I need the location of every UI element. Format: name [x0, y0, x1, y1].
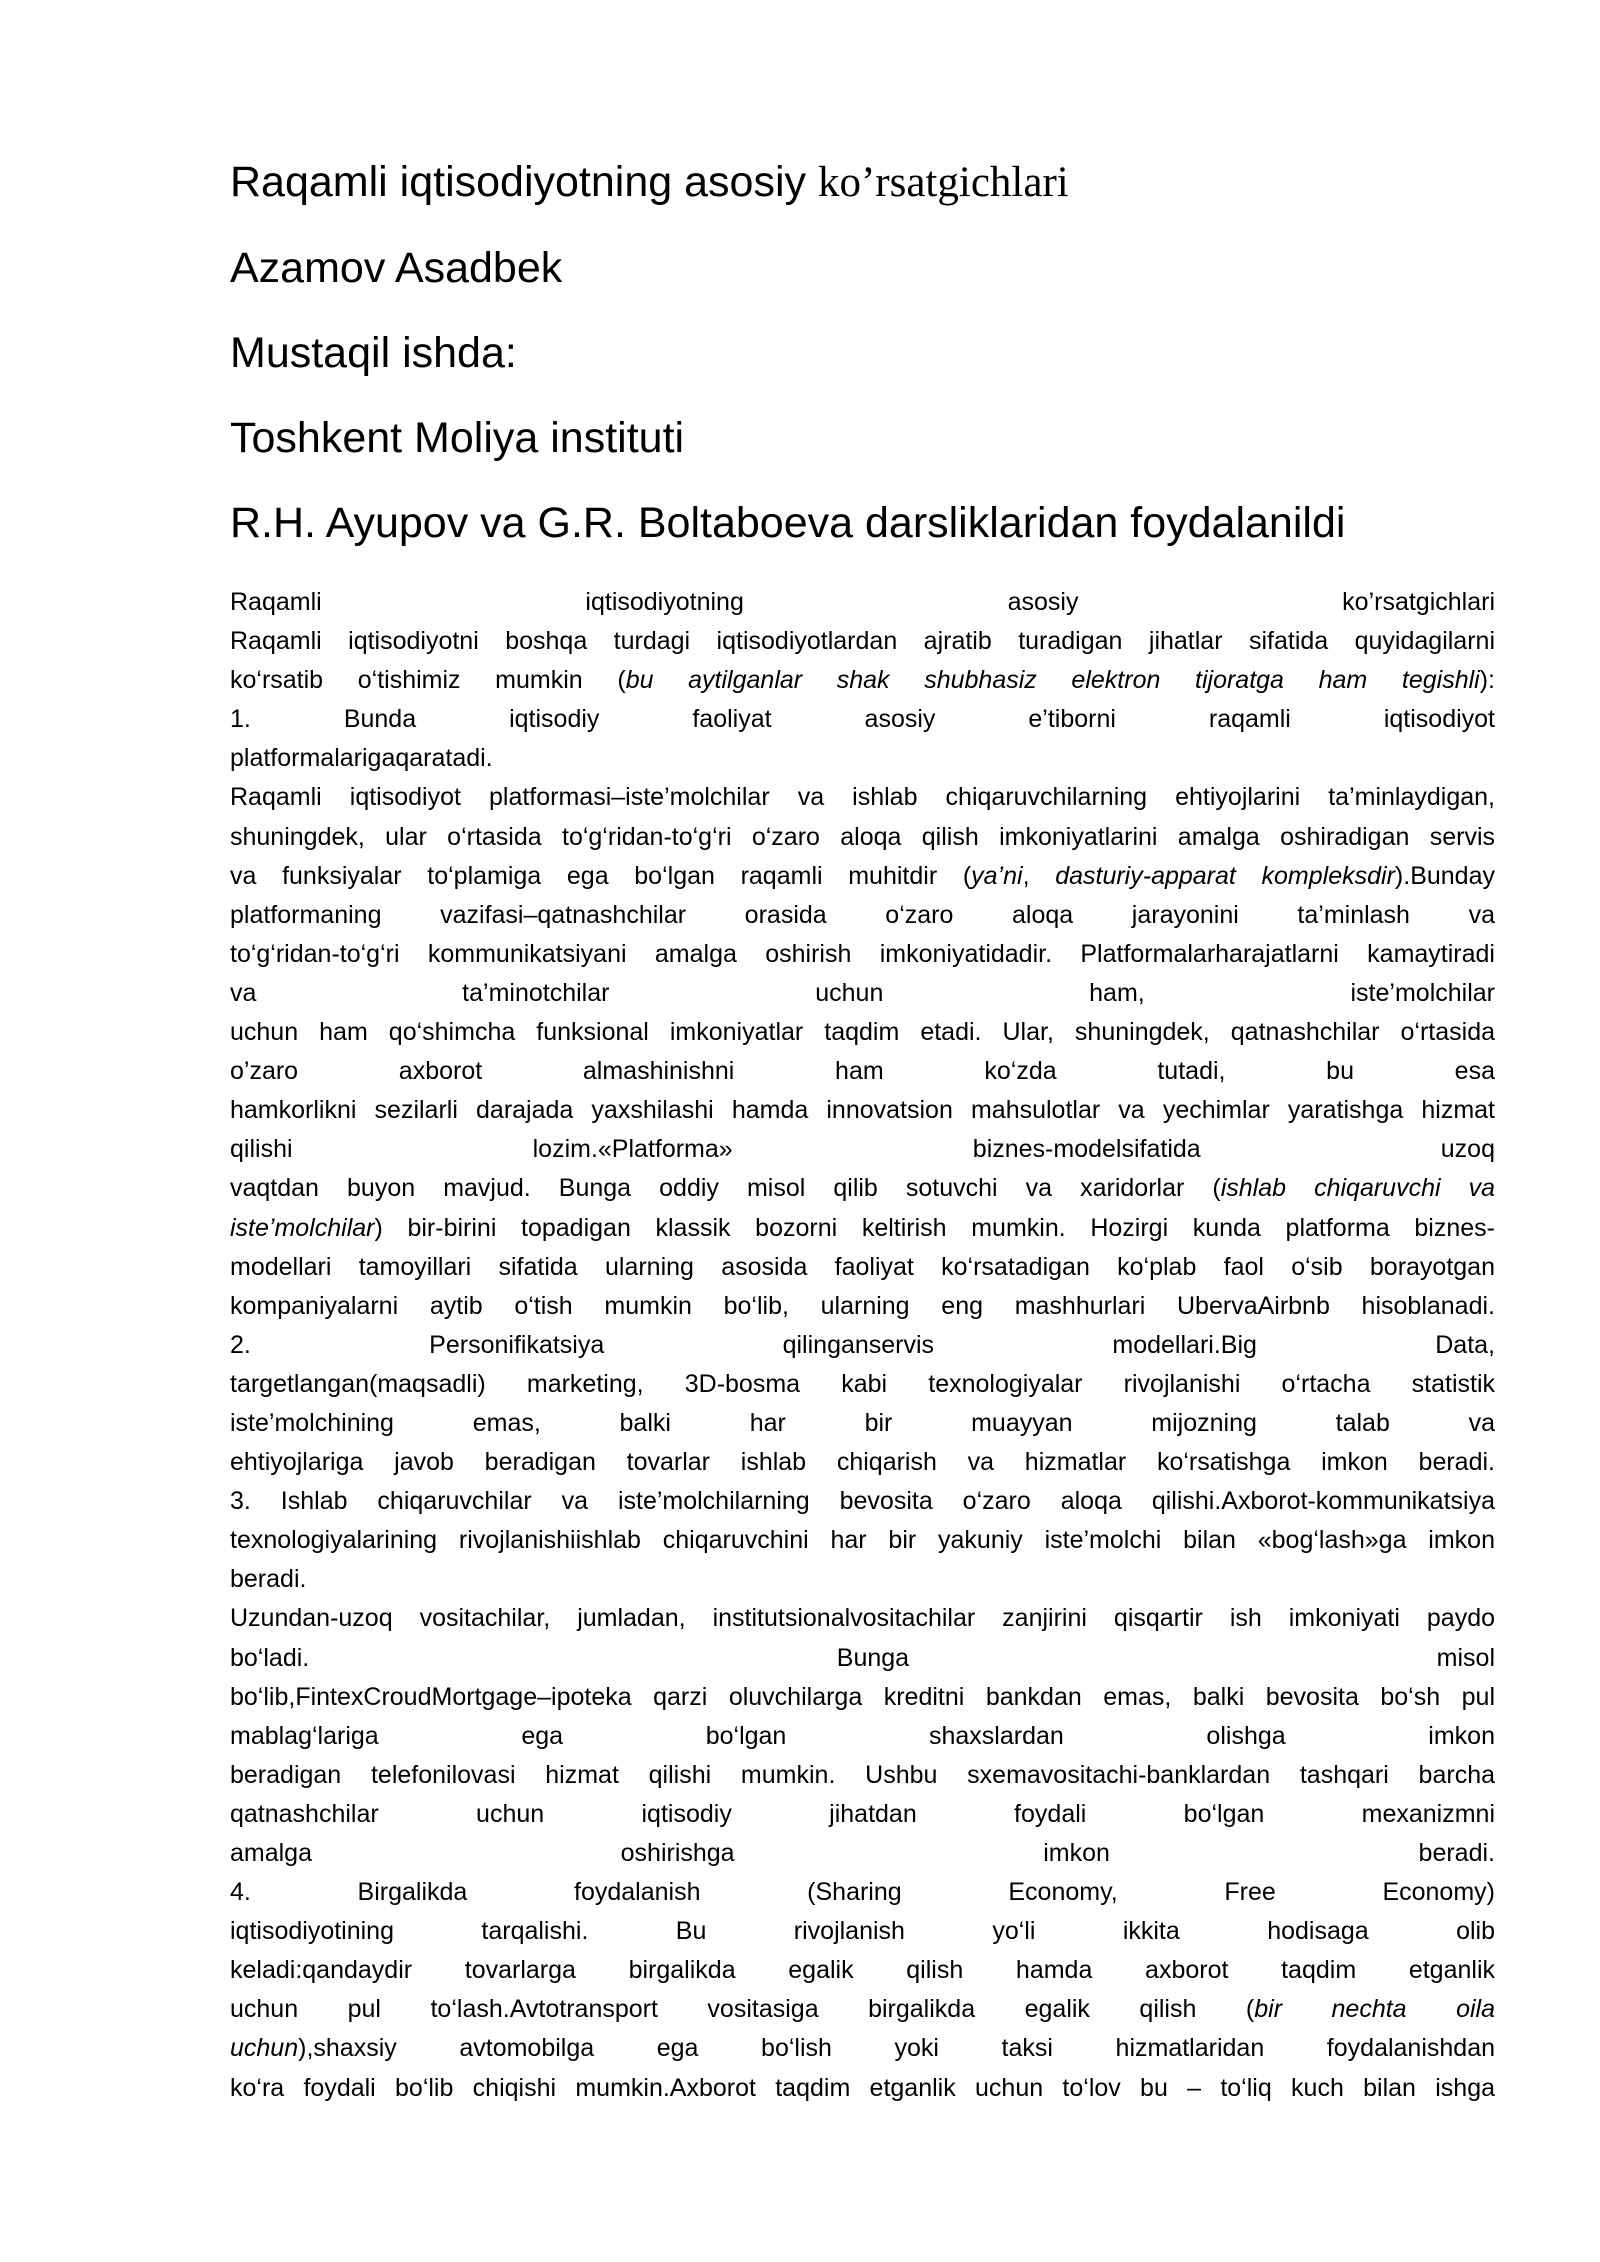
text-line: [230, 583, 1495, 622]
text-run: ,: [1022, 861, 1056, 890]
text-run: beradigan telefonilovasi hizmat qilishi mumkin. Ushbu sxemavositachi-banklardan tashqari barcha: [230, 1760, 1495, 1789]
text-run: qilishi lozim.«Platforma» biznes-modelsifatida uzoq: [230, 1135, 1495, 1164]
text-run: ko‘ra foydali bo‘lib chiqishi mumkin.Axborot taqdim etganlik uchun to‘lov bu – to‘liq kuch bilan ishga: [230, 2073, 1495, 2102]
italic-text-run: ya’ni: [971, 861, 1023, 890]
text-run: platformaning vazifasi–qatnashchilar orasida o‘zaro aloqa jarayonini ta’minlash va: [230, 900, 1495, 929]
text-run: va ta’minotchilar uchun ham, iste’molchilar: [230, 978, 1495, 1007]
text-line: [230, 1717, 1495, 1756]
text-line: [230, 1521, 1495, 1560]
text-line: [230, 700, 1495, 739]
text-line: [230, 857, 1495, 896]
text-run: amalga oshirishga imkon beradi.: [230, 1839, 1495, 1867]
text-run: va funksiyalar to‘plamiga ega bo‘lgan raqamli muhitdir (: [230, 861, 972, 890]
text-line: [230, 1130, 1495, 1169]
text-run: qatnashchilar uchun iqtisodiy jihatdan foydali bo‘lgan mexanizmni: [230, 1799, 1495, 1828]
text-line: [230, 2069, 1495, 2108]
text-run: vaqtdan buyon mavjud. Bunga oddiy misol qilib sotuvchi va xaridorlar (: [230, 1174, 1221, 1203]
text-line: [230, 1639, 1495, 1678]
text-run: Uzundan-uzoq vositachilar, jumladan, institutsionalvositachilar zanjirini qisqartir ish imkoniyati paydo: [230, 1604, 1495, 1633]
text-run: uchun pul to‘lash.Avtotransport vositasiga birgalikda egalik qilish (: [230, 1995, 1255, 2024]
text-run: mablag‘lariga ega bo‘lgan shaxslardan olishga imkon: [230, 1721, 1495, 1750]
text-run: Raqamli iqtisodiyot platformasi–iste’molchilar va ishlab chiqaruvchilarning ehtiyojlarini ta’minlaydigan,: [230, 783, 1495, 812]
text-line: [230, 1482, 1495, 1521]
text-line: [230, 1169, 1495, 1208]
text-line: [230, 1443, 1495, 1482]
text-line: [230, 1287, 1495, 1326]
text-line: [230, 739, 1495, 778]
text-run: ko‘rsatib o‘tishimiz mumkin (: [230, 666, 626, 695]
text-run: Raqamli iqtisodiyotning asosiy ko’rsatgichlari: [230, 588, 1495, 616]
text-run: ).Bunday: [1394, 861, 1495, 890]
text-line: [230, 1248, 1495, 1287]
text-run: shuningdek, ular o‘rtasida to‘g‘ridan-to‘g‘ri o‘zaro aloqa qilish imkoniyatlarini amalga oshiradigan servis: [230, 822, 1495, 851]
text-run: targetlangan(maqsadli) marketing, 3D-bosma kabi texnologiyalar rivojlanishi o‘rtacha statistik: [230, 1369, 1495, 1398]
text-run: ):: [1479, 666, 1495, 695]
text-line: [230, 1990, 1495, 2029]
text-run: modellari tamoyillari sifatida ularning asosida faoliyat ko‘rsatadigan ko‘plab faol o‘sib borayotgan: [230, 1252, 1495, 1281]
italic-text-run: bir nechta oila: [1254, 1995, 1495, 2024]
text-line: [230, 2029, 1495, 2068]
text-line: [230, 1404, 1495, 1443]
text-line: [230, 1951, 1495, 1990]
text-line: [230, 1209, 1495, 1248]
text-run: beradi.: [230, 1565, 307, 1594]
text-run: 2. Personifikatsiya qilinganservis modellari.Big Data,: [230, 1330, 1495, 1359]
document-title: [230, 157, 1069, 208]
text-line: [230, 974, 1495, 1013]
source-note: R.H. Ayupov va G.R. Boltaboeva darsliklaridan foydalanildi: [230, 499, 1346, 547]
text-run: 1. Bunda iqtisodiy faoliyat asosiy e’tiborni raqamli iqtisodiyot: [230, 705, 1495, 734]
text-run: 3. Ishlab chiqaruvchilar va iste’molchilarning bevosita o‘zaro aloqa qilishi.Axborot-kommunikatsiya: [230, 1487, 1495, 1516]
text-run: uchun ham qo‘shimcha funksional imkoniyatlar taqdim etadi. Ular, shuningdek, qatnashchilar o‘rtasida: [230, 1018, 1495, 1047]
text-line: [230, 778, 1495, 817]
text-line: [230, 1599, 1495, 1638]
text-run: ehtiyojlariga javob beradigan tovarlar ishlab chiqarish va hizmatlar ko‘rsatishga imkon beradi.: [230, 1448, 1495, 1477]
text-run: keladi:qandaydir tovarlarga birgalikda egalik qilish hamda axborot taqdim etganlik: [230, 1956, 1495, 1985]
text-run: texnologiyalarining rivojlanishiishlab chiqaruvchini har bir yakuniy iste’molchi bilan «bog‘lash»ga imkon: [230, 1526, 1495, 1555]
italic-text-run: dasturiy-apparat kompleksdir: [1055, 861, 1395, 890]
text-line: [230, 1052, 1495, 1091]
text-run: Raqamli iqtisodiyotni boshqa turdagi iqtisodiyotlardan ajratib turadigan jihatlar sifatida quyidagilarni: [230, 627, 1495, 656]
text-line: [230, 1795, 1495, 1834]
text-run: bo‘ladi. Bunga misol: [230, 1643, 1495, 1672]
text-run: 4. Birgalikda foydalanish (Sharing Economy, Free Economy): [230, 1878, 1495, 1907]
text-line: [230, 1326, 1495, 1365]
document-title-part-2: ko’rsatgichlari: [817, 159, 1069, 206]
institution-name: Toshkent Moliya instituti: [230, 414, 685, 462]
body-text: [230, 583, 1495, 2108]
italic-text-run: uchun: [230, 2034, 299, 2063]
italic-text-run: iste’molchilar: [230, 1213, 375, 1242]
text-line: [230, 622, 1495, 661]
text-line: [230, 1834, 1495, 1873]
text-line: [230, 1873, 1495, 1912]
text-run: iqtisodiyotining tarqalishi. Bu rivojlanish yo‘li ikkita hodisaga olib: [230, 1917, 1495, 1946]
text-line: [230, 1560, 1495, 1599]
text-run: bo‘lib,FintexCroudMortgage–ipoteka qarzi oluvchilarga kreditni bankdan emas, balki bevosita bo‘sh pul: [230, 1682, 1495, 1711]
document-title-part-1: Raqamli iqtisodiyotning asosiy: [230, 158, 818, 206]
text-line: [230, 818, 1495, 857]
text-run: ) bir-birini topadigan klassik bozorni keltirish mumkin. Hozirgi kunda platforma biznes-: [374, 1213, 1495, 1242]
text-run: hamkorlikni sezilarli darajada yaxshilashi hamda innovatsion mahsulotlar va yechimlar yaratishga hizmat: [230, 1096, 1495, 1125]
text-line: [230, 1365, 1495, 1404]
text-line: [230, 1678, 1495, 1717]
text-line: [230, 935, 1495, 974]
text-line: [230, 1912, 1495, 1951]
text-run: ),shaxsiy avtomobilga ega bo‘lish yoki taksi hizmatlaridan foydalanishdan: [298, 2034, 1495, 2063]
text-run: to‘g‘ridan-to‘g‘ri kommunikatsiyani amalga oshirish imkoniyatidadir. Platformalarharajatlarni kamaytiradi: [230, 939, 1495, 968]
work-type: Mustaqil ishda:: [230, 329, 517, 377]
text-run: platformalarigaqaratadi.: [230, 744, 493, 773]
italic-text-run: bu aytilganlar shak shubhasiz elektron tijoratga ham tegishli: [625, 666, 1480, 695]
text-run: iste’molchining emas, balki har bir muayyan mijozning talab va: [230, 1408, 1495, 1437]
text-run: kompaniyalarni aytib o‘tish mumkin bo‘lib, ularning eng mashhurlari UbervaAirbnb hisoblanadi.: [230, 1291, 1495, 1320]
author-name: Azamov Asadbek: [230, 244, 563, 292]
text-line: [230, 1013, 1495, 1052]
text-line: [230, 896, 1495, 935]
text-line: [230, 1756, 1495, 1795]
text-line: [230, 661, 1495, 700]
text-line: [230, 1091, 1495, 1130]
text-run: o’zaro axborot almashinishni ham ko‘zda tutadi, bu esa: [230, 1057, 1495, 1086]
italic-text-run: ishlab chiqaruvchi va: [1220, 1174, 1495, 1203]
